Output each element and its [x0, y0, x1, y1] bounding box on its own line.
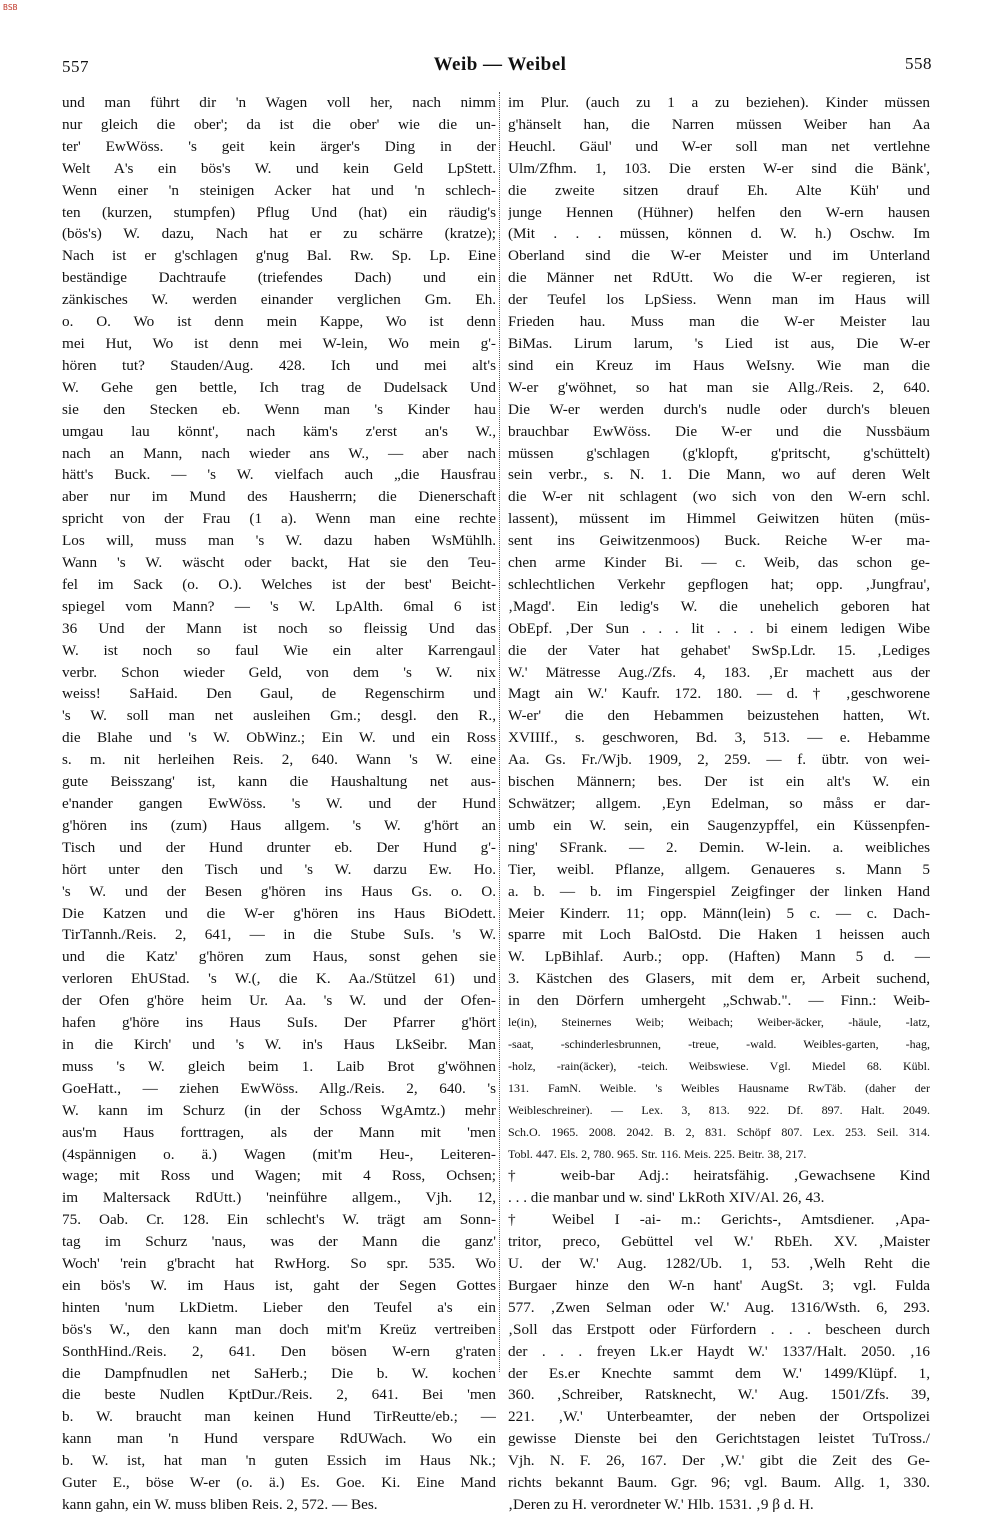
text-line: BiMas. Lirum larum, 's Lied ist aus, Die W-er: [508, 334, 930, 352]
text-line: die Blahe und 's W. ObWinz.; Ein W. und ein Ross: [62, 729, 496, 747]
text-line: die der Vater hat gehabet' SwSp.Ldr. 15. ‚Lediges: [508, 641, 930, 659]
text-line: verloren EhUStad. 's W.(, die K. Aa./Stützel 61) und: [62, 970, 496, 988]
text-line: a. b. — b. im Fingerspiel Zeigfinger der linken Hand: [508, 882, 930, 900]
text-line: (bös's) W. dazu, Nach hat er zu schärre (kratze);: [62, 225, 496, 243]
text-line: ‚Soll das Erstpott oder Fürfordern . . . bescheen durch: [508, 1320, 930, 1338]
text-line: bischen Männern; bes. Der ist ein alt's W. ein: [508, 773, 930, 791]
text-line: 577. ‚Zwen Selman oder W.' Aug. 1316/Wsth. 6, 293.: [508, 1298, 930, 1316]
text-line: Wann 's W. wäscht oder backt, Hat sie den Teu-: [62, 554, 496, 572]
library-stamp: BSB: [3, 3, 18, 12]
text-line: Meier Kinderr. 11; opp. Männ(lein) 5 c. — c. Dach-: [508, 904, 930, 922]
text-line: tag im Schurz 'naus, was der Mann die ganz': [62, 1233, 496, 1251]
text-line: TirTannh./Reis. 2, 641, — in die Stube SuIs. 's W.: [62, 926, 496, 944]
text-line: -holz, -rain(äcker), -teich. Weibswiese. Vgl. Miedel 68. Kübl.: [508, 1058, 930, 1073]
text-line: s. m. nit herleihen Reis. 2, 640. Wann 's W. eine: [62, 751, 496, 769]
text-line: hört unter den Tisch und 's W. darzu Ew. Ho.: [62, 860, 496, 878]
text-line: GoeHatt., — ziehen EwWöss. Allg./Reis. 2, 640. 's: [62, 1079, 496, 1097]
text-line: verbr. Schon wieder Geld, von dem 's W. nix: [62, 663, 496, 681]
text-line: spricht von der Frau (1 a). Wenn man eine rechte: [62, 510, 496, 528]
text-line: gewisse Dienste bei den Gerichtstagen leistet TuTross./: [508, 1430, 930, 1448]
text-line: tritor, preco, Gebüttel vel W.' RbEh. XV. ‚Maister: [508, 1233, 930, 1251]
text-line: U. der W.' Aug. 1282/Ub. 1, 53. ‚Welh Reht die: [508, 1255, 930, 1273]
text-line: XVIIIf., s. geschworen, Bd. 3, 513. — e. Hebamme: [508, 729, 930, 747]
text-line: ning' SFrank. — 2. Demin. W-lein. a. weibliches: [508, 838, 930, 856]
text-line: wage; mit Ross und Wagen; mit 4 Ross, Ochsen;: [62, 1167, 496, 1185]
text-line: müssen g'schlagen (g'klopft, g'pritscht, g'schüttelt): [508, 444, 930, 462]
text-line: aus'm Haus forttragen, als der Mann mit 'men: [62, 1123, 496, 1141]
text-line: Vjh. N. F. 26, 167. Der ‚W.' gibt die Zeit des Ge-: [508, 1452, 930, 1470]
text-line: sparre mit Loch BalOstd. Die Haken 1 heissen auch: [508, 926, 930, 944]
text-line: Heuchl. Gäul' und W-er soll man net vertlehne: [508, 137, 930, 155]
text-line: Magt ain W.' Kaufr. 172. 180. — d. † ‚geschworene: [508, 685, 930, 703]
text-line: ‚Deren zu H. verordneter W.' Hlb. 1531. ‚9 β d. H.: [508, 1496, 814, 1513]
text-line: Woch' 'rein g'bracht hat RwHorg. So spr. 535. Wo: [62, 1255, 496, 1273]
text-line: chen arme Kinder Bi. — c. Weib, das schon ge-: [508, 554, 930, 572]
text-line: Ulm/Zfhm. 1, 103. Die ersten W-er sind die Bänk',: [508, 159, 930, 177]
text-line: o. O. Wo ist denn mein Kappe, Wo ist denn: [62, 313, 496, 331]
text-line: † Weibel I -ai- m.: Gerichts-, Amtsdiener. ‚Apa-: [508, 1211, 930, 1229]
text-line: muss 's W. gleich beim 1. Laib Brot g'wöhnen: [62, 1057, 496, 1075]
text-line: e'nander gangen EwWöss. 's W. und der Hund: [62, 795, 496, 812]
text-line: weiss! SaHaid. Den Gaul, de Regenschirm und: [62, 685, 496, 703]
text-line: im Maltersack RdUtt.) 'neinführe allgem., Vjh. 12,: [62, 1189, 496, 1207]
text-line: W.' Mätresse Aug./Zfs. 4, 183. ‚Er machett aus der: [508, 663, 930, 681]
text-line: hinten 'num LkDietm. Lieber den Teufel a's ein: [62, 1298, 496, 1316]
text-line: Tobl. 447. Els. 2, 780. 965. Str. 116. Meis. 225. Beitr. 38, 217.: [508, 1146, 807, 1161]
text-line: SonthHind./Reis. 2, 641. Den bösen W-ern g'raten: [62, 1342, 496, 1360]
text-line: hören tut? Stauden/Aug. 428. Ich und mei alt's: [62, 356, 496, 374]
text-line: Welt A's ein bös's W. und kein Geld LpStett.: [62, 159, 496, 177]
column-divider: [499, 92, 500, 1372]
text-line: . . . die manbar und w. sind' LkRoth XIV/Al. 26, 43.: [508, 1189, 825, 1207]
text-line: W-er' die den Hebammen beizustehen hatten, Wt.: [508, 707, 930, 725]
text-line: le(in), Steinernes Weib; Weibach; Weiber-äcker, -häule, -latz,: [508, 1015, 930, 1030]
text-line: (4spännigen o. ä.) Wagen (mit'm Heu-, Leiteren-: [62, 1145, 496, 1163]
text-line: g'hören ins (zum) Haus allgem. 's W. g'hört an: [62, 816, 496, 834]
text-line: (Mit . . . müssen, können d. W. h.) Oschw. Im: [508, 225, 930, 243]
right-column: [508, 92, 930, 1516]
text-line: 131. FamN. Weible. 's Weibles Hausname RwTäb. (daher der: [508, 1080, 930, 1095]
text-line: Burgaer hinze den W-n hant' AugSt. 3; vgl. Fulda: [508, 1276, 930, 1294]
text-line: junge Hennen (Hühner) helfen den W-ern hausen: [508, 203, 930, 221]
text-line: der Es.er Knechte sammt dem W.' 1499/Klüpf. 1,: [508, 1364, 930, 1382]
text-line: und man führt dir 'n Wagen voll her, nach nimm: [62, 94, 496, 111]
text-line: die zweite sitzen drauf Eh. Alte Küh' und: [508, 181, 930, 199]
text-line: W-er g'wöhnet, so hat man sie Allg./Reis. 2, 640.: [508, 378, 930, 396]
text-line: umgau lau könnt', nach käm's z'erst an's W.,: [62, 422, 496, 440]
text-line: Guter E., böse W-er (o. ä.) Es. Goe. Ki. Eine Mand: [62, 1474, 496, 1492]
text-line: 221. ‚W.' Unterbeamter, der neben der Ortspolizei: [508, 1408, 930, 1426]
text-line: die beste Nudlen KptDur./Reis. 2, 641. Bei 'men: [62, 1386, 496, 1404]
text-line: 36 Und der Mann ist noch so fleissig Und das: [62, 619, 496, 637]
text-line: Schwätzer; allgem. ‚Eyn Edelman, so måss er dar-: [508, 795, 930, 812]
text-line: Nach ist er g'schlagen g'nug Bal. Rw. Sp. Lp. Eine: [62, 247, 496, 265]
text-line: Los will, muss man 's W. dazu haben WsMühlh.: [62, 532, 496, 550]
text-line: b. W. ist, hat man 'n guten Essich im Haus Nk.;: [62, 1452, 496, 1470]
text-line: 3. Kästchen des Glasers, mit dem er, Arbeit suchend,: [508, 970, 930, 988]
text-line: der Teufel los LpSiess. Wenn man im Haus will: [508, 291, 930, 309]
text-line: kann gahn, ein W. muss bliben Reis. 2, 572. — Bes.: [62, 1496, 378, 1513]
text-line: brauchbar EwWöss. Die W-er und die Nussbäum: [508, 422, 930, 440]
text-line: sein verbr., s. N. 1. Die Mann, wo auf deren Welt: [508, 466, 930, 484]
text-line: und die Katz' g'hören zum Haus, sonst gehen sie: [62, 948, 496, 966]
text-line: ein bös's W. im Haus ist, gaht der Segen Gottes: [62, 1276, 496, 1294]
text-line: die Männer net RdUtt. Wo die W-er regieren, ist: [508, 269, 930, 287]
text-line: fel im Sack (o. O.). Welches ist der best' Beicht-: [62, 575, 496, 593]
text-line: sind ein Kreuz im Haus WeIsny. Wie man die: [508, 356, 930, 374]
text-line: sie den Stecken eb. Wenn man 's Kinder hau: [62, 400, 496, 418]
text-line: Tier, weibl. Pflanze, allgem. Genaueres s. Mann 5: [508, 860, 930, 878]
text-line: W. ist noch so faul Wie ein alter Karrengaul: [62, 641, 496, 659]
text-line: kann man 'n Hund verspare RdUWach. Wo ein: [62, 1430, 496, 1448]
text-line: richts bekannt Baum. Ggr. 96; vgl. Baum. Allg. 1, 330.: [508, 1474, 930, 1492]
text-line: die W-er nit schlagent (wo sich von den W-ern schl.: [508, 488, 930, 506]
text-line: W. kann im Schurz (in der Schoss WgAmtz.) mehr: [62, 1101, 496, 1119]
text-line: Tisch und der Hund drunter eb. Der Hund g'-: [62, 838, 496, 856]
text-line: in den Dörfern umhergeht „Schwab.". — Finn.: Weib-: [508, 992, 930, 1010]
text-line: der Ofen g'höre heim Ur. Aa. 's W. und der Ofen-: [62, 992, 496, 1010]
text-line: schlechtlichen Verkehr gepflogen hat; opp. ‚Jungfrau',: [508, 575, 930, 593]
text-line: hafen g'höre ins Haus SuIs. Der Pfarrer g'hört: [62, 1014, 496, 1032]
running-head: Weib — Weibel: [433, 54, 567, 75]
text-line: Die W-er werden durch's nudle oder durch's bleuen: [508, 400, 930, 418]
text-line: umb ein W. sein, ein Saugenzypffel, ein Küssenpfen-: [508, 816, 930, 834]
text-line: Weibleschreiner). — Lex. 3, 813. 922. Df. 897. Halt. 2049.: [508, 1102, 930, 1117]
text-line: zänkisches W. werden einander verglichen Gm. Eh.: [62, 291, 496, 309]
text-line: die Dampfnudlen net SaHerb.; Die b. W. kochen: [62, 1364, 496, 1382]
text-line: ter' EwWöss. 's geit kein ärger's Ding in der: [62, 137, 496, 155]
text-line: mei Hut, Wo ist denn mei W-lein, Wo mein g'-: [62, 334, 496, 352]
text-line: spiegel vom Mann? — 's W. LpAlth. 6mal 6 ist: [62, 597, 496, 615]
text-line: Oberland sind die W-er Meister und im Unterland: [508, 247, 930, 265]
text-line: Wenn einer 'n steinigen Acker hat und 'n schlech-: [62, 181, 496, 199]
text-line: W. LpBihlaf. Aurb.; opp. (Haften) Mann 5 d. —: [508, 948, 930, 966]
text-line: hätt's Buck. — 's W. vielfach auch „die Hausfrau: [62, 466, 496, 484]
page-number-right: 558: [905, 54, 932, 73]
text-line: Frieden hau. Muss man die W-er Meister lau: [508, 313, 930, 331]
text-line: g'hänselt han, die Narren müssen Weiber han Aa: [508, 115, 930, 133]
text-line: beständige Dachtraufe (triefendes Dach) und ein: [62, 269, 496, 287]
text-line: Sch.O. 1965. 2008. 2042. B. 2, 831. Schöpf 807. Lex. 253. Seil. 314.: [508, 1124, 930, 1139]
text-line: -saat, -schinderlesbrunnen, -treue, -wald. Weibles-garten, -hag,: [508, 1036, 930, 1051]
page-number-left: 557: [62, 57, 89, 76]
text-line: W. Gehe gen bettle, Ich trag de Dudelsack Und: [62, 378, 496, 396]
text-line: gute Beisszang' ist, kann die Haushaltung net aus-: [62, 773, 496, 791]
text-line: lassent), müssent im Himmel Geiwitzen hüten (müs-: [508, 510, 930, 528]
text-line: 's W. und der Besen g'hören ins Haus Gs. o. O.: [62, 882, 496, 900]
text-line: 's W. soll man net ausleihen Gm.; desgl. den R.,: [62, 707, 496, 725]
text-line: nach an Mann, nach wieder ans W., — aber nach: [62, 444, 496, 462]
text-line: bös's W., den kann man doch mit'm Kreüz vertreiben: [62, 1320, 496, 1338]
text-line: b. W. braucht man keinen Hund TirReutte/eb.; —: [62, 1408, 496, 1426]
text-line: sent ins Geiwitzenmoos) Buck. Reiche W-er ma-: [508, 532, 930, 550]
text-line: nur gleich die ober'; da ist die ober' wie die un-: [62, 115, 496, 133]
text-line: aber nur im Mund des Hausherrn; die Dienerschaft: [62, 488, 496, 506]
text-line: 360. ‚Schreiber, Ratsknecht, W.' Aug. 1501/Zfs. 39,: [508, 1386, 930, 1404]
text-line: † weib-bar Adj.: heiratsfähig. ‚Gewachsene Kind: [508, 1167, 930, 1185]
text-line: im Plur. (auch zu 1 a zu beziehen). Kinder müssen: [508, 94, 930, 111]
left-column: [62, 92, 496, 1516]
text-line: ten (kurzen, stumpfen) Pflug Und (hat) ein räudig's: [62, 203, 496, 221]
text-line: der . . . freyen Lk.er Haydt W.' 1337/Halt. 2050. ‚16: [508, 1342, 930, 1360]
text-line: Aa. Gs. Fr./Wjb. 1909, 2, 259. — f. übtr. von wei-: [508, 751, 930, 769]
text-line: in die Kirch' und 's W. in's Haus LkSeibr. Man: [62, 1035, 496, 1053]
text-line: ‚Magd'. Ein ledig's W. die unehelich geboren hat: [508, 597, 930, 615]
text-line: Die Katzen und die W-er g'hören ins Haus BiOdett.: [62, 904, 496, 922]
text-line: 75. Oab. Cr. 128. Ein schlecht's W. trägt am Sonn-: [62, 1211, 496, 1229]
text-line: ObEpf. ‚Der Sun . . . lit . . . bi einem ledigen Wibe: [508, 619, 930, 637]
